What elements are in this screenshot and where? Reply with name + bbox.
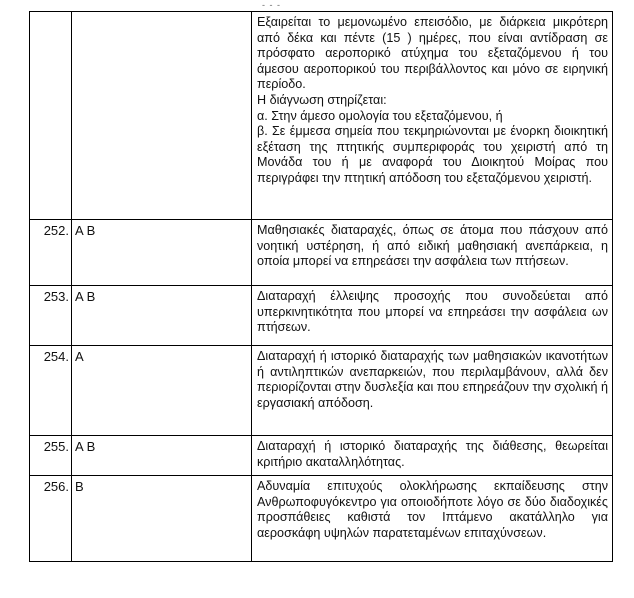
description-paragraph: α. Στην άμεσο ομολογία του εξεταζόμενου, ή — [257, 108, 503, 123]
description-paragraph: Διαταραχή ή ιστορικό διαταραχής της διάθεσης, θεωρείται κριτήριο ακαταλληλότητας. — [257, 439, 608, 469]
table-row — [30, 12, 613, 220]
item-category: Α — [72, 346, 252, 436]
item-description — [252, 286, 613, 346]
item-number: 254. — [30, 346, 72, 436]
item-number: 252. — [30, 220, 72, 286]
description-paragraph: Εξαιρείται το μεμονωμένο επεισόδιο, με διάρκεια μικρότερη από δέκα και πέντε (15 ) ημέρες, που είναι αντίδραση σε πρόσφατο αεροπορικό ατύχημα του εξεταζόμενου ή του άμεσου αεροπορικού του περιβάλλοντος και μόνο σε ειρηνική περίοδο. — [257, 15, 608, 92]
item-description — [252, 476, 613, 562]
item-number — [30, 12, 72, 220]
item-category: Α Β — [72, 220, 252, 286]
item-description — [252, 436, 613, 476]
table-row — [30, 476, 613, 562]
item-description — [252, 12, 613, 220]
item-category: Α Β — [72, 286, 252, 346]
description-paragraph: Αδυναμία επιτυχούς ολοκλήρωσης εκπαίδευσης στην Ανθρωποφυγόκεντρο για οποιοδήποτε λόγο σε δύο διαδοχικές προσπάθειες καθιστά τον Ιπτάμενο ακατάλληλο για αεροσκάφη υψηλών παρατεταμένων επιταχύνσεων. — [257, 479, 608, 540]
description-paragraph: Διαταραχή έλλειψης προσοχής που συνοδεύεται από υπερκινητικότητα που μπορεί να επηρεάσει την ασφάλεια ων πτήσεων. — [257, 289, 608, 335]
item-category — [72, 12, 252, 220]
item-category: Β — [72, 476, 252, 562]
item-number: 253. — [30, 286, 72, 346]
item-category: Α Β — [72, 436, 252, 476]
item-number: 255. — [30, 436, 72, 476]
table-row — [30, 346, 613, 436]
description-paragraph: Διαταραχή ή ιστορικό διαταραχής των μαθησιακών ικανοτήτων ή αντιληπτικών ανεπαρκειών, που περιλαμβάνουν, αλλά δεν περιορίζονται στην δυσλεξία και που επηρεάζουν την σχολική ή εργασιακή απόδοση. — [257, 349, 608, 410]
description-paragraph: Η διάγνωση στηρίζεται: — [257, 92, 387, 107]
table-row — [30, 220, 613, 286]
item-number: 256. — [30, 476, 72, 562]
medical-criteria-table — [29, 11, 613, 562]
description-paragraph: Μαθησιακές διαταραχές, όπως σε άτομα που πάσχουν από νοητική υστέρηση, ή από ειδική μαθησιακή ανεπάρκεια, η οποία μπορεί να επηρεάσει την ασφάλεια των πτήσεων. — [257, 223, 608, 269]
table-row — [30, 286, 613, 346]
item-description — [252, 220, 613, 286]
table-row — [30, 436, 613, 476]
item-description — [252, 346, 613, 436]
page-mark: - - - — [262, 0, 281, 10]
description-paragraph: β. Σε έμμεσα σημεία που τεκμηριώνονται με ένορκη διοικητική εξέταση της πτητικής συμπεριφοράς του χειριστή από τη Μονάδα του ή με αναφορά του Διοικητού Μοίρας που περιγράφει την πτητική απόδοση του εξεταζόμενου χειριστή. — [257, 124, 608, 185]
